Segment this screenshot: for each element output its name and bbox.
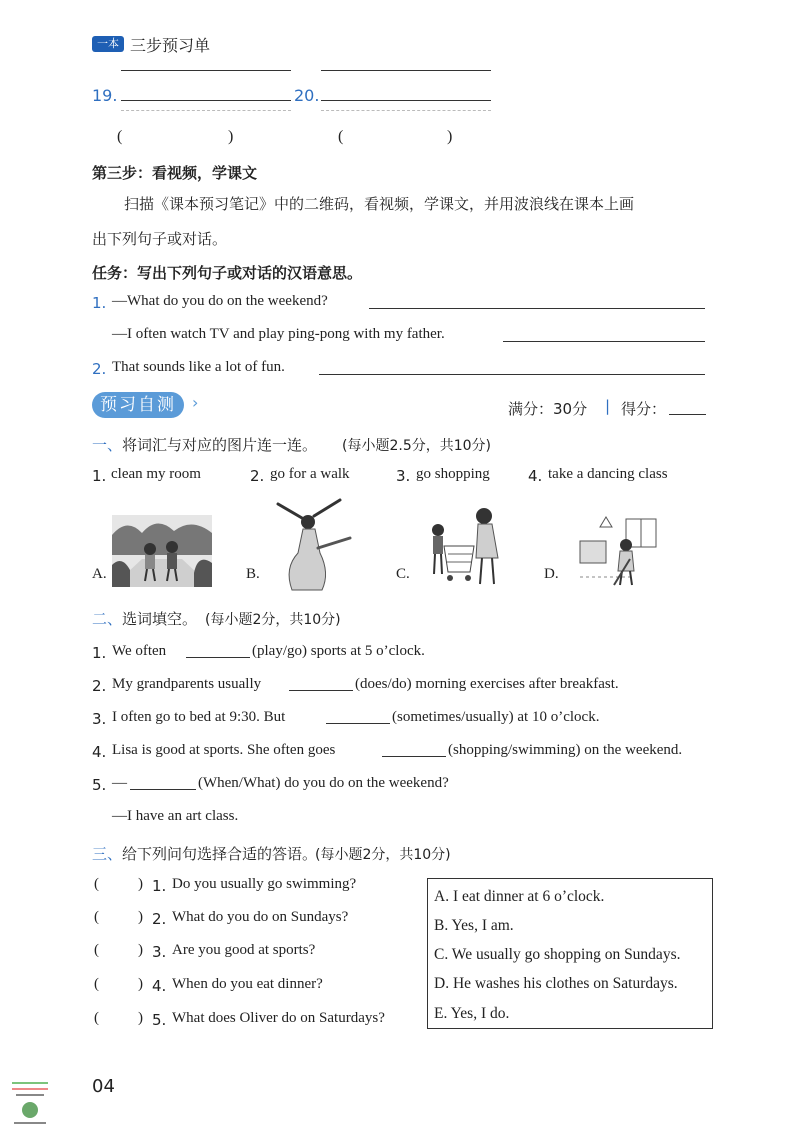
answer-paren-right: ) [138,1010,143,1026]
step3-task: 任务：写出下列句子或对话的汉语意思。 [92,264,363,282]
step3-item-text: —I often watch TV and play ping-pong with my father. [112,326,445,342]
s3-question-text: When do you eat dinner? [172,976,323,992]
paren-right: ) [228,128,234,145]
question-number-19: 19. [92,86,118,105]
paren-left: ( [338,128,344,145]
answer-paren-right: ) [138,976,143,992]
phrase-number: 3. [396,467,411,485]
answer-paren-left: ( [94,942,99,958]
answer-line-20[interactable] [321,100,491,101]
s2-item-before: — [112,775,127,791]
fill-blank-4[interactable] [382,756,446,757]
phrase-text: go shopping [416,466,490,482]
fill-blank-2[interactable] [289,690,353,691]
section3-number: 三、 [92,845,123,863]
answer-paren-right: ) [138,942,143,958]
section1-number: 一、 [92,436,123,454]
s2-item-after: (play/go) sports at 5 o’clock. [252,643,425,659]
picture-walk-park [112,515,212,587]
page-header-title: 三步预习单 [130,36,211,55]
answer-line [121,70,291,71]
answer-options-box [427,878,713,1029]
section1-title: 将词汇与对应的图片连一连。 [122,436,318,454]
answer-paren-left: ( [94,976,99,992]
s2-item-before: My grandparents usually [112,676,262,692]
translation-line-1b[interactable] [503,341,705,342]
answer-option-c: C. We usually go shopping on Sundays. [434,946,681,963]
s3-question-text: Do you usually go swimming? [172,876,357,892]
step3-instruction-line2: 出下列句子或对话。 [92,230,228,248]
phrase-text: take a dancing class [548,466,668,482]
selftest-badge: 预习自测 [92,392,184,418]
step3-item-number: 2. [92,360,107,378]
s2-item-before: We often [112,643,167,659]
answer-paren-right: ) [138,876,143,892]
step3-item-text: —What do you do on the weekend? [112,293,328,309]
paren-right: ) [447,128,453,145]
s2-item-before: I often go to bed at 9:30. But [112,709,286,725]
phrase-number: 1. [92,467,107,485]
answer-paren-left: ( [94,876,99,892]
s2-item-number: 4. [92,743,107,761]
s2-item-before: Lisa is good at sports. She often goes [112,742,336,758]
step3-item-text: That sounds like a lot of fun. [112,359,285,375]
picture-label-c: C. [396,566,410,582]
picture-dancer [270,498,354,592]
fill-blank-1[interactable] [186,657,250,658]
s3-question-text: Are you good at sports? [172,942,316,958]
s3-question-number: 2. [152,910,167,928]
answer-option-e: E. Yes, I do. [434,1005,510,1022]
s2-item-number: 3. [92,710,107,728]
answer-line [321,70,491,71]
phrase-number: 4. [528,467,543,485]
picture-shopping [424,500,514,590]
picture-label-d: D. [544,566,559,582]
answer-paren-left: ( [94,1010,99,1026]
s3-question-number: 4. [152,977,167,995]
picture-label-a: A. [92,566,107,582]
fill-blank-5[interactable] [130,789,196,790]
s3-question-number: 1. [152,877,167,895]
answer-paren-right: ) [138,909,143,925]
s3-question-text: What do you do on Sundays? [172,909,349,925]
answer-option-a: A. I eat dinner at 6 o’clock. [434,888,605,905]
s3-question-number: 3. [152,943,167,961]
phrase-text: go for a walk [270,466,350,482]
step3-heading: 第三步：看视频，学课文 [92,164,258,182]
section2-number: 二、 [92,610,123,628]
fill-blank-3[interactable] [326,723,390,724]
publisher-logo [10,1078,50,1128]
s2-item-number: 1. [92,644,107,662]
s2-item-after: (does/do) morning exercises after breakfast. [355,676,619,692]
score-input-line[interactable] [669,414,706,415]
s2-item-after: (sometimes/usually) at 10 o’clock. [392,709,600,725]
translation-line-2[interactable] [319,374,705,375]
answer-line-faint [321,110,491,111]
s3-question-text: What does Oliver do on Saturdays? [172,1010,385,1026]
s2-item-after: (When/What) do you do on the weekend? [198,775,449,791]
score-got: 得分： [621,400,667,418]
paren-left: ( [117,128,123,145]
chevron-right-icon: › [192,393,199,412]
step3-item-number: 1. [92,294,107,312]
answer-option-b: B. Yes, I am. [434,917,514,934]
phrase-number: 2. [250,467,265,485]
answer-option-d: D. He washes his clothes on Saturdays. [434,975,678,992]
question-number-20: 20. [294,86,320,105]
answer-line-faint [121,110,291,111]
s2-item5-reply: —I have an art class. [112,808,239,824]
section1-note: (每小题2.5分，共10分) [342,438,492,454]
s2-item-number: 2. [92,677,107,695]
phrase-text: clean my room [111,466,201,482]
picture-cleaning-room [574,515,664,590]
section3-title: 给下列问句选择合适的答语。 [122,845,318,863]
page-number: 04 [92,1076,115,1097]
section3-note: (每小题2分，共10分) [315,847,451,863]
s3-question-number: 5. [152,1011,167,1029]
answer-paren-left: ( [94,909,99,925]
translation-line-1a[interactable] [369,308,705,309]
s2-item-after: (shopping/swimming) on the weekend. [448,742,683,758]
picture-label-b: B. [246,566,260,582]
score-total: 满分：30分 [508,400,588,418]
answer-line-19[interactable] [121,100,291,101]
brand-logo: 一本 [92,36,124,52]
section2-title: 选词填空。 [122,610,198,628]
section2-note: (每小题2分，共10分) [205,612,341,628]
score-divider: | [605,397,611,415]
step3-instruction-line1: 扫描《课本预习笔记》中的二维码，看视频，学课文，并用波浪线在课本上画 [124,195,635,213]
s2-item-number: 5. [92,776,107,794]
